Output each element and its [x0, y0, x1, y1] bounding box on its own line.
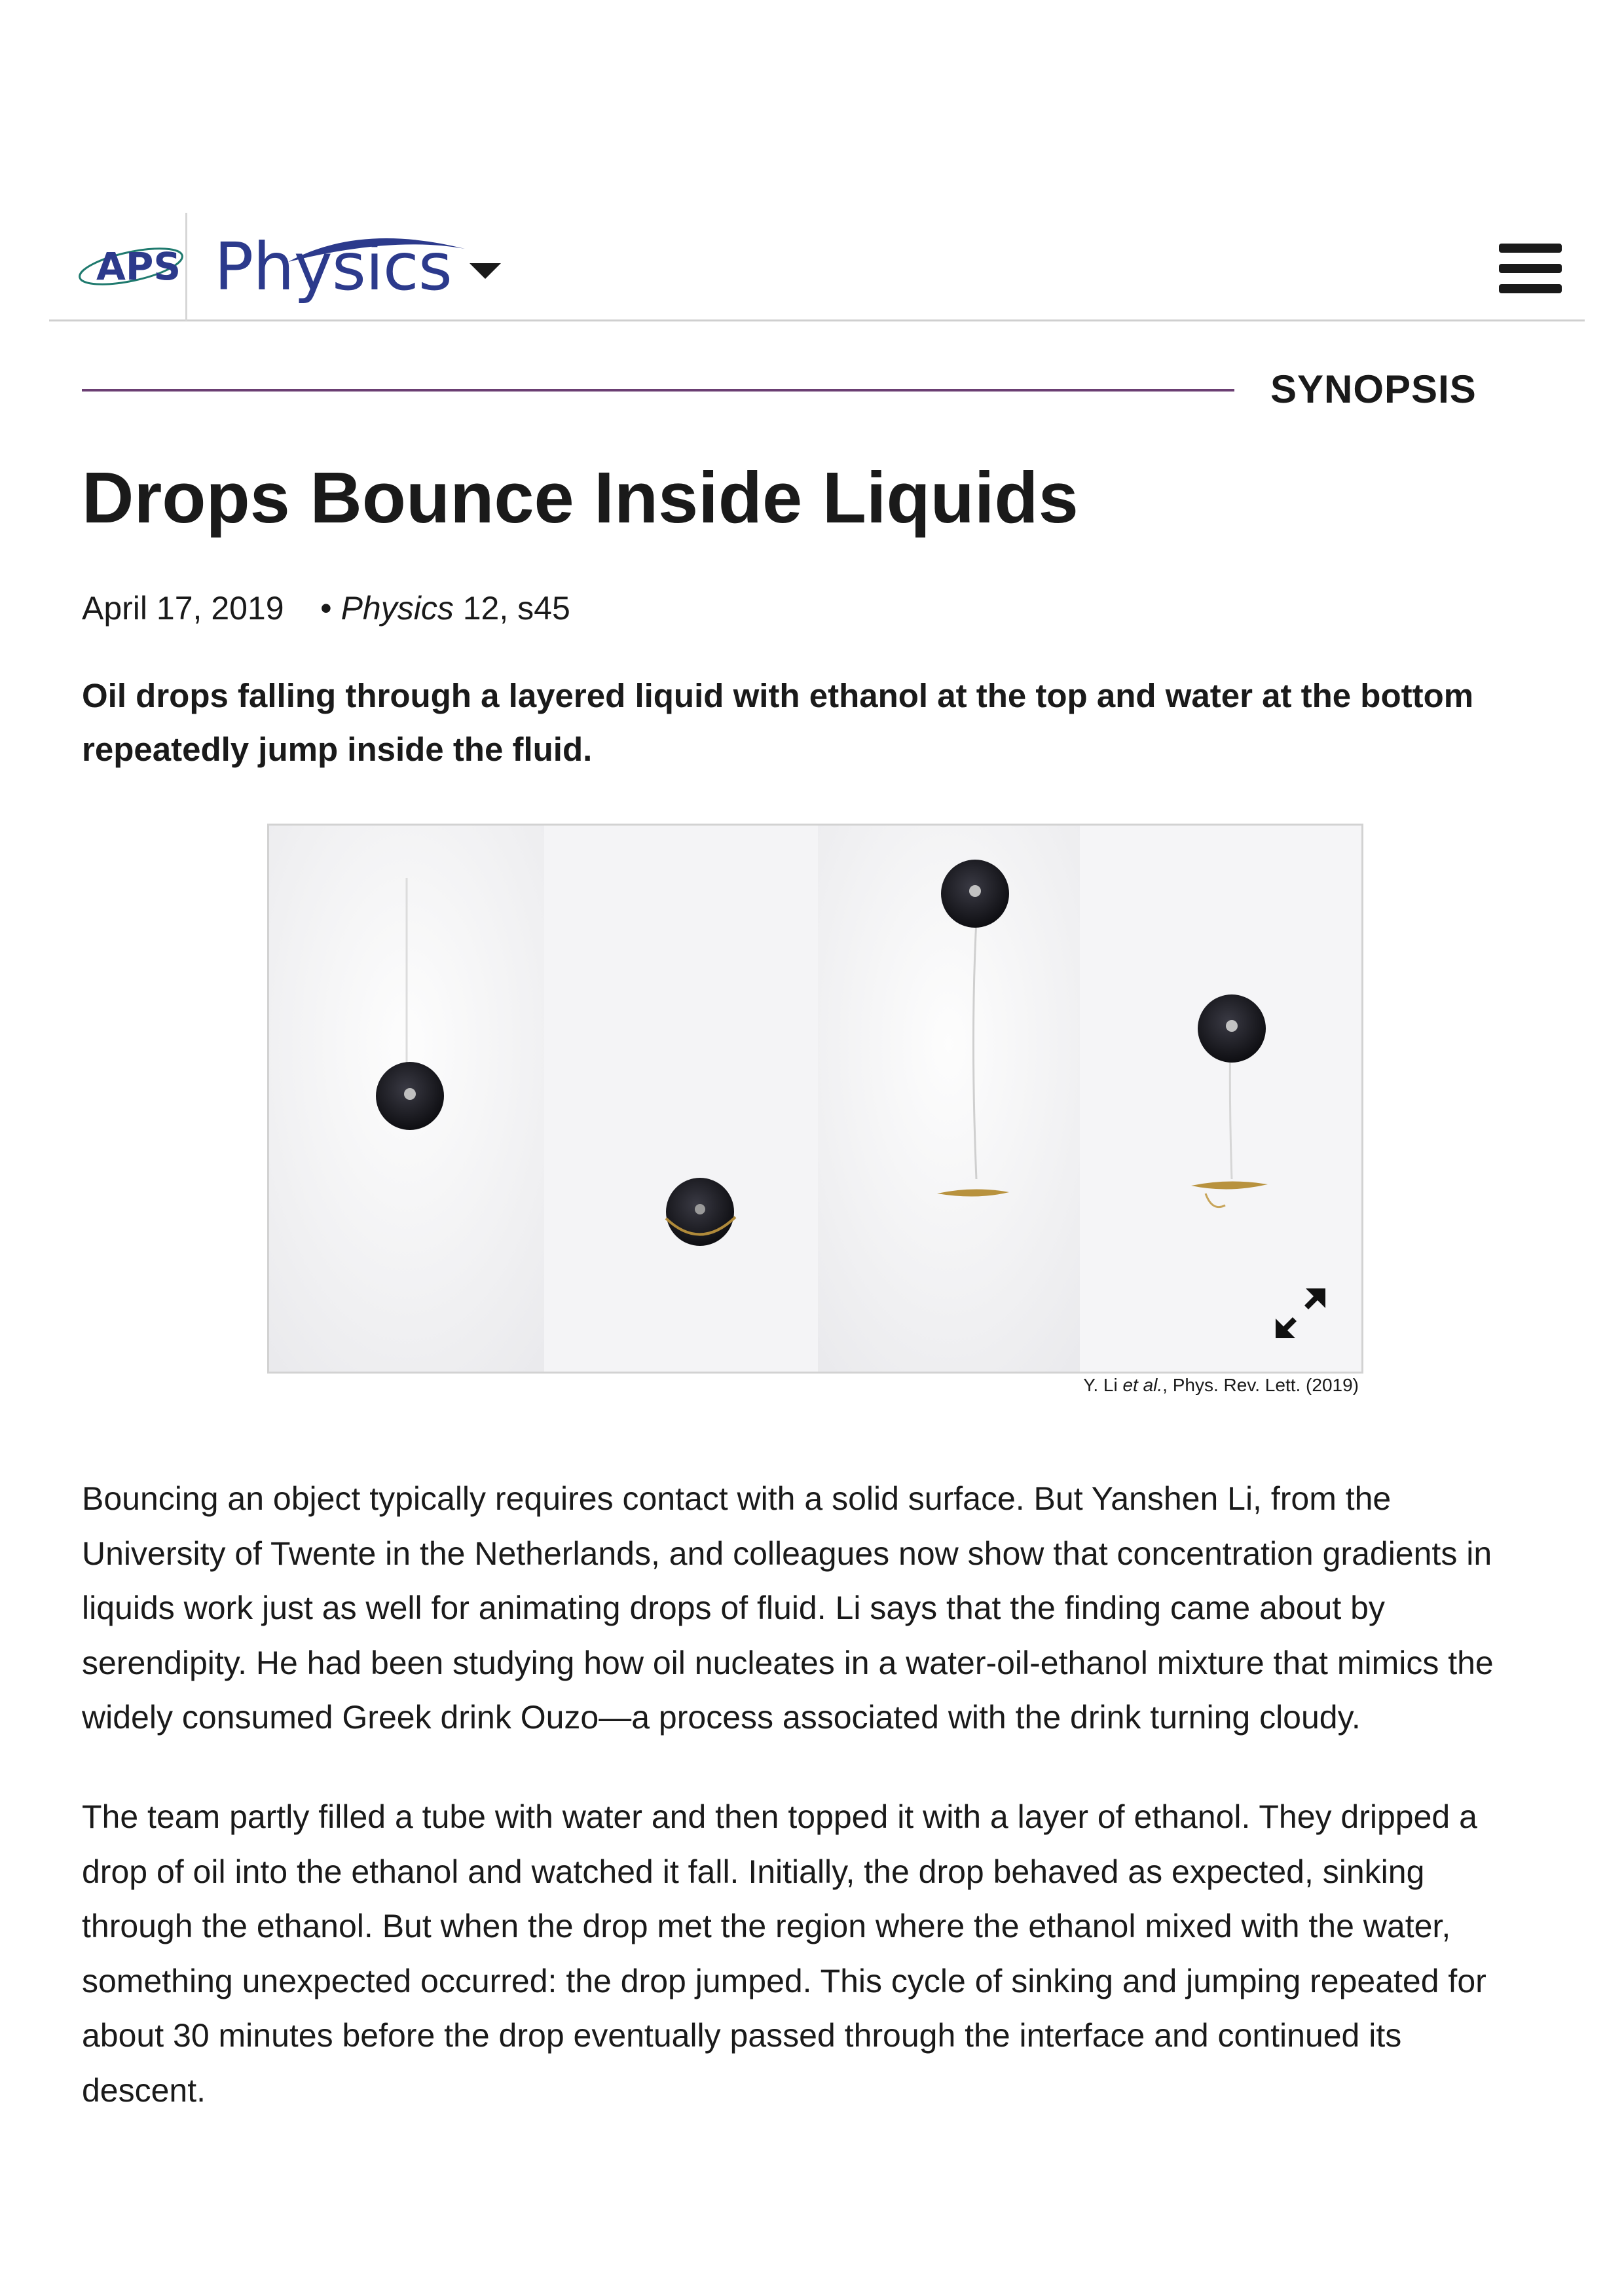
caret-down-icon[interactable]: [470, 263, 501, 279]
physics-brand-name[interactable]: Physics: [214, 228, 452, 305]
credit-source: , Phys. Rev. Lett. (2019): [1162, 1375, 1359, 1395]
credit-author: Y. Li: [1083, 1375, 1118, 1395]
aps-logo[interactable]: [69, 232, 213, 298]
body-paragraph: Bouncing an object typically requires contact with a solid surface. But Yanshen Li, from the University of Twente in the Netherlands, and colleagues now show that concentration gradients in liquids work just as well for animating drops of fluid. Li says that the finding came about by serendipity. He had been studying how oil nucleates in a water-oil-ethanol mixture that mimics the widely consumed Greek drink Ouzo—a process associated with the drink turning cloudy.: [82, 1480, 1494, 1736]
section-divider: [82, 389, 1234, 392]
article-meta: [82, 589, 570, 627]
hamburger-menu-icon[interactable]: [1499, 244, 1562, 293]
figure-image: [269, 826, 1361, 1372]
section-label[interactable]: SYNOPSIS: [1270, 367, 1477, 411]
credit-etal: et al.: [1122, 1375, 1163, 1395]
header-divider: [185, 213, 187, 321]
body-paragraph: The team partly filled a tube with water and then topped it with a layer of ethanol. They dripped a drop of oil into the ethanol and watched it fall. Initially, the drop behaved as expected, sinking through the ethanol. But when the drop met the region where the ethanol mixed with the water, something unexpected occurred: the drop jumped. This cycle of sinking and jumping repeated for about 30 minutes before the drop eventually passed through the interface and continued its descent.: [82, 1798, 1486, 2109]
journal-citation: 12, s45: [462, 590, 570, 627]
site-header: [49, 210, 1585, 321]
article-figure[interactable]: [267, 824, 1363, 1374]
article-lede: Oil drops falling through a layered liquid with ethanol at the top and water at the bottom repeatedly jump inside the fluid.: [82, 677, 1474, 768]
publish-date: April 17, 2019: [82, 590, 284, 627]
journal-name[interactable]: Physics: [341, 590, 454, 627]
expand-arrows-icon[interactable]: [1274, 1287, 1327, 1339]
aps-logo-text: APS: [96, 244, 181, 289]
article-title: Drops Bounce Inside Liquids: [82, 458, 1079, 538]
meta-separator: •: [320, 590, 332, 627]
figure-credit: [1083, 1375, 1359, 1396]
